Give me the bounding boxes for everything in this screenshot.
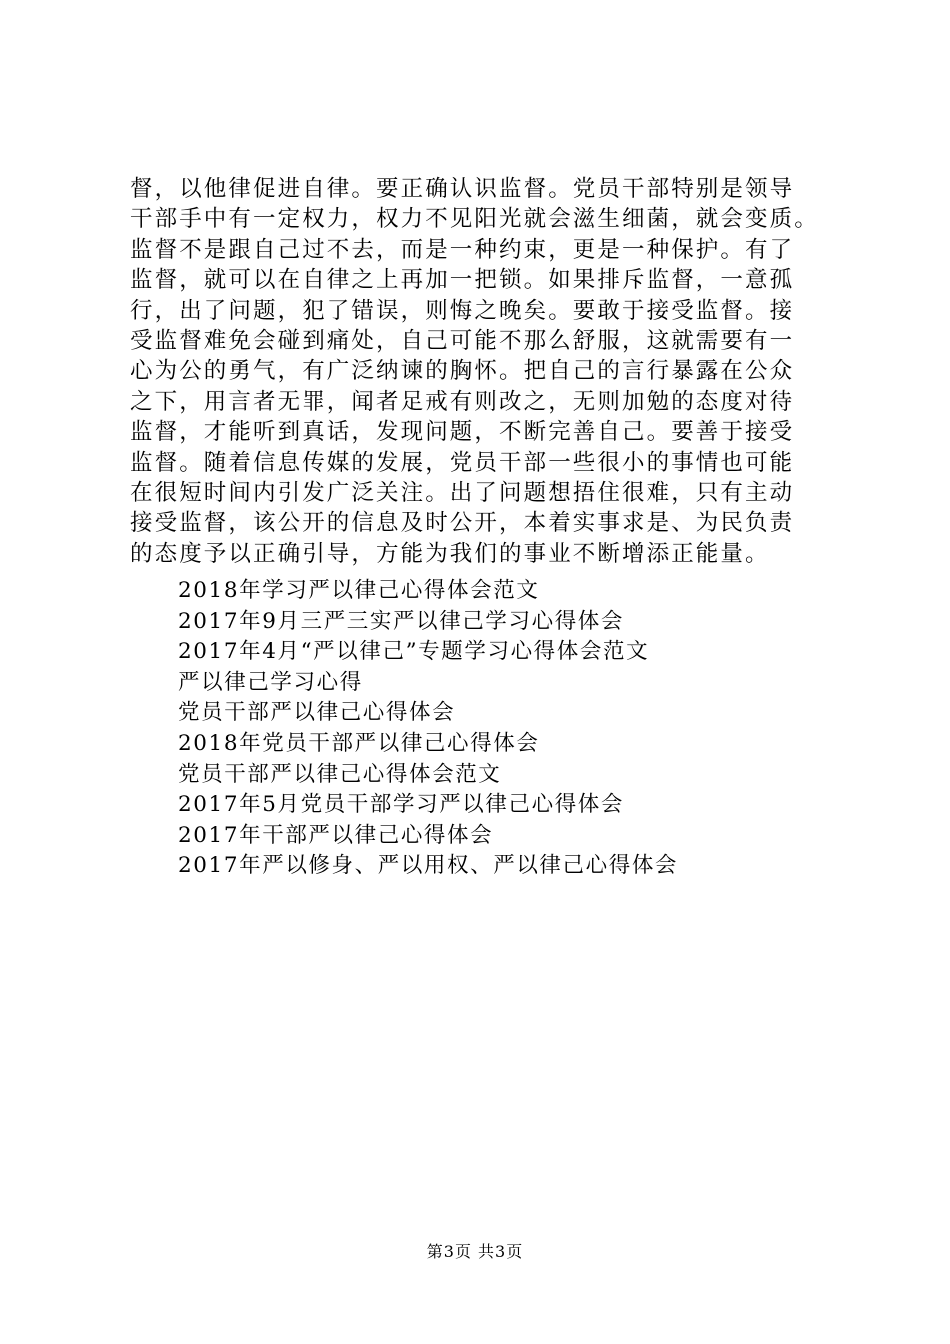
body-line: 干部手中有一定权力，权力不见阳光就会滋生细菌，就会变质。 [130, 206, 819, 233]
body-line: 监督。随着信息传媒的发展，党员干部一些很小的事情也可能 [130, 449, 795, 476]
related-article-item: 2017年干部严以律己心得体会 [178, 822, 494, 848]
body-line: 督，以他律促进自律。要正确认识监督。党员干部特别是领导 [130, 176, 795, 202]
body-line: 行，出了问题，犯了错误，则悔之晚矣。要敢于接受监督。接 [130, 297, 795, 324]
related-article-item: 2018年党员干部严以律己心得体会 [178, 730, 540, 756]
related-article-item: 党员干部严以律己心得体会范文 [178, 761, 502, 787]
body-line: 监督不是跟自己过不去，而是一种约束，更是一种保护。有了 [130, 236, 795, 263]
related-article-item: 2017年9月三严三实严以律己学习心得体会 [178, 608, 624, 634]
related-article-item: 严以律己学习心得 [178, 669, 363, 695]
related-article-item: 2017年严以修身、严以用权、严以律己心得体会 [178, 853, 679, 879]
body-line: 的态度予以正确引导，方能为我们的事业不断增添正能量。 [130, 540, 770, 567]
body-line: 心为公的勇气，有广泛纳谏的胸怀。把自己的言行暴露在公众 [130, 358, 795, 385]
body-line: 接受监督，该公开的信息及时公开，本着实事求是、为民负责 [130, 510, 795, 537]
related-article-item: 2018年学习严以律己心得体会范文 [178, 578, 540, 603]
body-paragraph [130, 174, 830, 569]
related-article-item: 2017年4月“严以律己”专题学习心得体会范文 [178, 639, 650, 665]
related-articles-list [178, 576, 798, 882]
body-line: 在很短时间内引发广泛关注。出了问题想捂住很难，只有主动 [130, 479, 795, 506]
body-line: 监督，就可以在自律之上再加一把锁。如果排斥监督，一意孤 [130, 267, 795, 294]
body-line: 之下，用言者无罪，闻者足戒有则改之，无则加勉的态度对待 [130, 388, 795, 415]
page-footer: 第3页 共3页 [426, 1242, 524, 1261]
related-article-item: 党员干部严以律己心得体会 [178, 700, 456, 726]
body-line: 受监督难免会碰到痛处，自己可能不那么舒服，这就需要有一 [130, 327, 795, 354]
related-article-item: 2017年5月党员干部学习严以律己心得体会 [178, 792, 624, 818]
body-line: 监督，才能听到真话，发现问题，不断完善自己。要善于接受 [130, 419, 795, 446]
